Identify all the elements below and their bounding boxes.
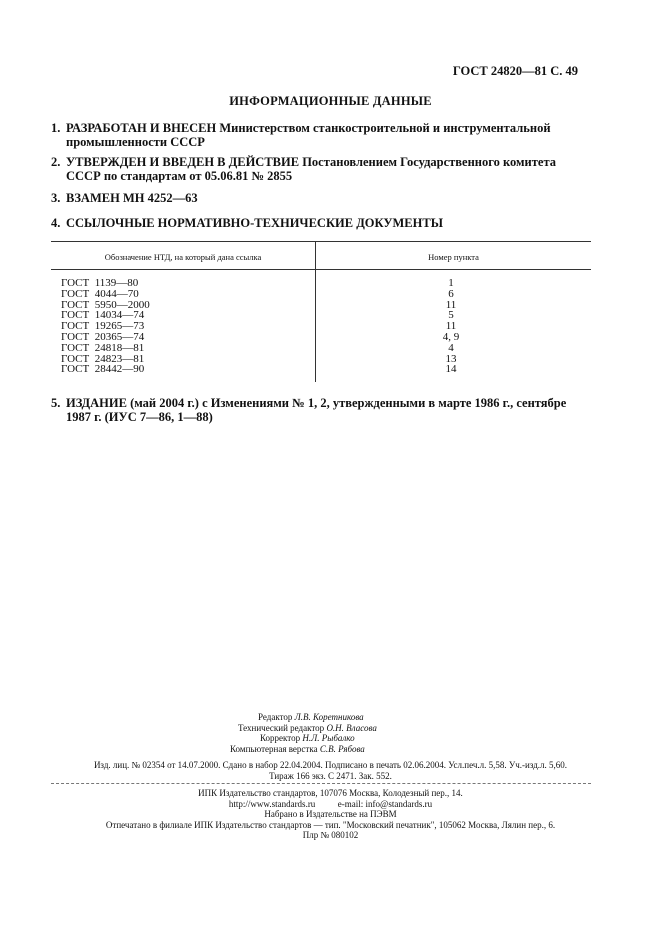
publisher-line: ИПК Издательство стандартов, 107076 Москва, Колодезный пер., 14. (198, 788, 463, 798)
table-cell: 4 (448, 341, 454, 354)
credit-role: Компьютерная верстка (230, 743, 318, 754)
item-number: 5. (51, 396, 61, 410)
table-top-rule (51, 241, 591, 242)
item-text: ИЗДАНИЕ (май 2004 г.) с Изменениями № 1, 2, утвержденными в марте 1986 г., сентябре 1987 г. (ИУС 7—86, 1—88) (66, 396, 567, 424)
print-info (0, 760, 661, 781)
table-header-rule (51, 269, 591, 270)
table-cell: 14 (445, 363, 457, 376)
item-text: Министерством станкостроительной и инструментальной промышленности СССР (66, 121, 551, 149)
print-info-line: Тираж 166 экз. С 2471. Зак. 552. (269, 770, 392, 781)
table-cell: ГОСТ 28442—90 (61, 363, 145, 376)
table-cell: ГОСТ 1139—80 (61, 277, 139, 289)
credit-role: Корректор (260, 733, 301, 743)
credit-role: Технический редактор (238, 722, 325, 733)
credit-name: Л.В. Коретникова (294, 712, 364, 722)
separator-line (51, 783, 591, 784)
publisher-line: http://www.standards.ru e-mail: info@standards.ru (228, 798, 433, 809)
table-header-clause: Номер пункта (428, 252, 479, 262)
table-cell: 4, 9 (442, 330, 460, 343)
table-cell: 11 (445, 320, 457, 333)
credit-line (230, 733, 377, 744)
table-cell: 11 (445, 298, 457, 311)
item-bold-text: ВЗАМЕН МН 4252—63 (66, 191, 198, 205)
table-header-designation: Обозначение НТД, на который дана ссылка (104, 252, 262, 262)
table-clauses (316, 278, 586, 375)
credit-name: О.Н. Власова (326, 722, 377, 733)
table-cell: 6 (448, 287, 454, 300)
credit-line (230, 723, 377, 734)
info-item-5 (51, 396, 591, 424)
publisher-line: Плр № 080102 (302, 830, 359, 840)
item-bold-text: УТВЕРЖДЕН И ВВЕДЕН В ДЕЙСТВИЕ (66, 155, 300, 169)
item-number: 1. (51, 121, 61, 135)
table-cell: ГОСТ 20365—74 (61, 330, 145, 343)
page-header: ГОСТ 24820—81 С. 49 (452, 64, 578, 78)
item-text: Постановлением Государственного комитета СССР по стандартам от 05.06.81 № 2855 (66, 155, 556, 183)
publisher-line: Отпечатано в филиале ИПК Издательство стандартов — тип. "Московский печатник", 105062 Москва, Лялин пер., 6. (105, 819, 556, 830)
table-cell: ГОСТ 14034—74 (61, 309, 145, 322)
credit-name: Н.Л. Рыбалко (302, 733, 355, 743)
table-cell: ГОСТ 24823—81 (61, 352, 145, 365)
table-cell: ГОСТ 24818—81 (61, 341, 145, 354)
credit-name: С.В. Рябова (319, 743, 365, 754)
table-cell: ГОСТ 5950—2000 (61, 298, 150, 311)
info-item-3 (51, 191, 591, 205)
info-item-4 (51, 216, 591, 230)
item-bold-text: ССЫЛОЧНЫЕ НОРМАТИВНО-ТЕХНИЧЕСКИЕ ДОКУМЕНТЫ (66, 216, 443, 230)
table-cell: ГОСТ 4044—70 (61, 287, 139, 300)
table-designations (61, 278, 150, 375)
credit-line (230, 744, 377, 755)
credits-block (230, 712, 377, 754)
table-cell: 13 (445, 352, 457, 365)
publisher-line: Набрано в Издательстве на ПЭВМ (264, 809, 397, 819)
info-item-2 (51, 155, 591, 183)
credit-role: Редактор (258, 712, 293, 722)
table-cell: 1 (448, 277, 454, 289)
publisher-info (0, 788, 661, 841)
item-number: 4. (51, 216, 61, 230)
info-item-1 (51, 121, 591, 149)
table-cell: ГОСТ 19265—73 (61, 320, 145, 333)
item-number: 3. (51, 191, 61, 205)
item-bold-text: РАЗРАБОТАН И ВНЕСЕН (66, 121, 217, 135)
table-cell: 5 (448, 309, 454, 322)
print-info-line: Изд. лиц. № 02354 от 14.07.2000. Сдано в набор 22.04.2004. Подписано в печать 02.06.2004. Усл.печ.л. 5,58. Уч.-изд.л. 5,60. (93, 760, 568, 770)
section-title: ИНФОРМАЦИОННЫЕ ДАННЫЕ (229, 94, 432, 108)
credit-line (230, 712, 377, 723)
item-number: 2. (51, 155, 61, 169)
